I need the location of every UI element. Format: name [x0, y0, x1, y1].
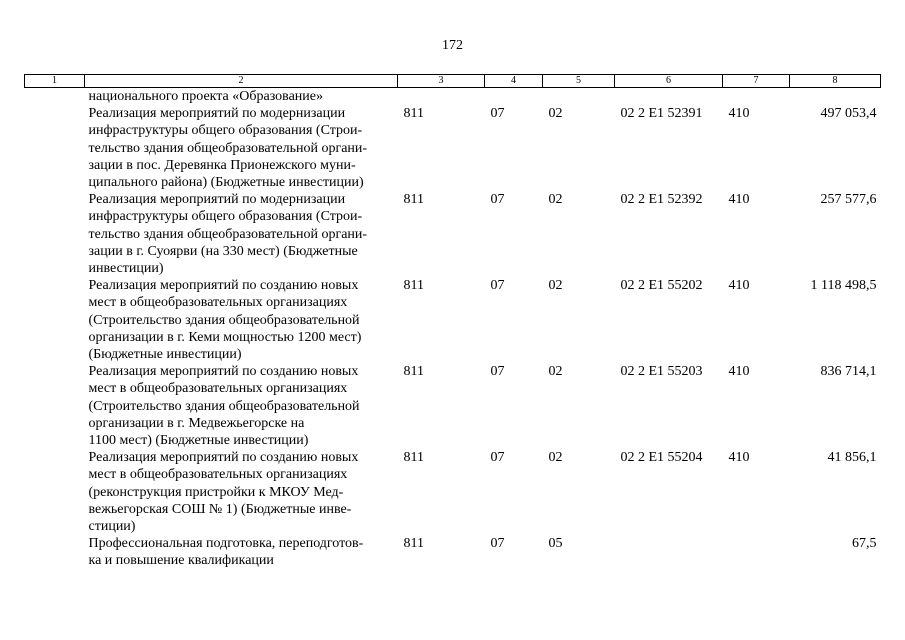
row-name-line: 1100 мест) (Бюджетные инвестиции): [88, 433, 309, 449]
section-code: 07: [490, 536, 505, 552]
column-header: 4: [485, 75, 543, 88]
row-name: [85, 449, 398, 535]
subsection-code: 02: [548, 278, 563, 294]
column-header: 3: [398, 75, 485, 88]
expense-type-code: 410: [728, 450, 750, 466]
target-article-code: 02 2 E1 52392: [620, 192, 703, 208]
expense-type-code: 410: [728, 192, 750, 208]
column-header: 6: [615, 75, 723, 88]
empty-cell: [25, 277, 85, 363]
expense-type-code: 410: [728, 364, 750, 380]
row-name-line: мест в общеобразовательных организациях: [88, 295, 348, 311]
table-body: [25, 88, 881, 570]
target-article-code: 02 2 E1 55203: [620, 364, 703, 380]
row-name-line: Реализация мероприятий по созданию новых: [88, 278, 359, 294]
page-number: 172: [442, 38, 463, 53]
row-name-line: организации в г. Медвежьегорске на: [88, 415, 305, 431]
row-name: [85, 277, 398, 363]
row-name-line: стиции): [88, 519, 136, 535]
row-name-line: зации в г. Суоярви (на 330 мест) (Бюджетные: [88, 243, 358, 259]
row-name-line: (Строительство здания общеобразовательной: [88, 312, 360, 328]
amount: 497 053,4: [820, 106, 877, 122]
section-code: 07: [490, 278, 505, 294]
row-name-line: (реконструкция пристройки к МКОУ Мед-: [88, 484, 344, 500]
row-name: [85, 105, 398, 191]
gr-code: 811: [403, 192, 424, 208]
continuation-text: национального проекта «Образование»: [88, 89, 324, 104]
section-code: 07: [490, 192, 505, 208]
amount: 1 118 498,5: [810, 278, 877, 294]
amount: 67,5: [852, 536, 877, 552]
subsection-code: 02: [548, 450, 563, 466]
row-name-line: Реализация мероприятий по созданию новых: [88, 364, 359, 380]
target-article-code: 02 2 E1 55204: [620, 450, 703, 466]
target-article-code: 02 2 E1 52391: [620, 106, 703, 122]
target-article-code: [615, 535, 723, 569]
expense-type-code: 410: [728, 278, 750, 294]
row-name-line: Профессиональная подготовка, переподготов-: [88, 536, 364, 552]
column-header: 8: [790, 75, 881, 88]
row-name-line: Реализация мероприятий по созданию новых: [88, 450, 359, 466]
column-header: 2: [85, 75, 398, 88]
row-name: [85, 535, 398, 569]
empty-cell: [25, 535, 85, 569]
row-name-line: мест в общеобразовательных организациях: [88, 467, 348, 483]
budget-table: [24, 74, 881, 570]
row-name-line: Реализация мероприятий по модернизации: [88, 192, 346, 208]
row-name: [85, 191, 398, 277]
row-name-line: тельство здания общеобразовательной органи-: [88, 140, 368, 156]
row-name-line: ципального района) (Бюджетные инвестиции): [88, 175, 364, 191]
subsection-code: 02: [548, 106, 563, 122]
table-row: [25, 277, 881, 363]
table-row: [25, 363, 881, 449]
row-name-line: организации в г. Кеми мощностью 1200 мест): [88, 329, 362, 345]
row-name-line: инвестиции): [88, 261, 164, 277]
section-code: 07: [490, 364, 505, 380]
row-name-line: вежьегорская СОШ № 1) (Бюджетные инве-: [88, 501, 352, 517]
empty-cell: [25, 363, 85, 449]
gr-code: 811: [403, 450, 424, 466]
subsection-code: 05: [548, 536, 563, 552]
expense-type-code: [723, 535, 790, 569]
row-name-line: мест в общеобразовательных организациях: [88, 381, 348, 397]
empty-cell: [25, 449, 85, 535]
subsection-code: 02: [548, 192, 563, 208]
section-code: 07: [490, 450, 505, 466]
empty-cell: [25, 191, 85, 277]
row-name-line: инфраструктуры общего образования (Строи-: [88, 209, 363, 225]
continuation-row: [25, 88, 881, 106]
row-name-line: зации в пос. Деревянка Прионежского муни-: [88, 157, 356, 173]
table-row: [25, 105, 881, 191]
row-name-line: (Строительство здания общеобразовательной: [88, 398, 360, 414]
subsection-code: 02: [548, 364, 563, 380]
column-header: 7: [723, 75, 790, 88]
section-code: 07: [490, 106, 505, 122]
table-row: [25, 449, 881, 535]
row-name-line: ка и повышение квалификации: [88, 553, 274, 569]
table-row: [25, 535, 881, 569]
amount: 41 856,1: [827, 450, 877, 466]
amount: 836 714,1: [820, 364, 877, 380]
gr-code: 811: [403, 278, 424, 294]
row-name-line: (Бюджетные инвестиции): [88, 347, 242, 363]
empty-cell: [25, 105, 85, 191]
row-name: [85, 363, 398, 449]
column-header: 5: [543, 75, 615, 88]
column-header: 1: [25, 75, 85, 88]
row-name-line: тельство здания общеобразовательной органи-: [88, 226, 368, 242]
amount: 257 577,6: [820, 192, 877, 208]
row-name-line: Реализация мероприятий по модернизации: [88, 106, 346, 122]
expense-type-code: 410: [728, 106, 750, 122]
gr-code: 811: [403, 364, 424, 380]
gr-code: 811: [403, 536, 424, 552]
row-name-line: инфраструктуры общего образования (Строи-: [88, 123, 363, 139]
gr-code: 811: [403, 106, 424, 122]
column-number-row: [25, 75, 881, 88]
target-article-code: 02 2 E1 55202: [620, 278, 703, 294]
table-row: [25, 191, 881, 277]
